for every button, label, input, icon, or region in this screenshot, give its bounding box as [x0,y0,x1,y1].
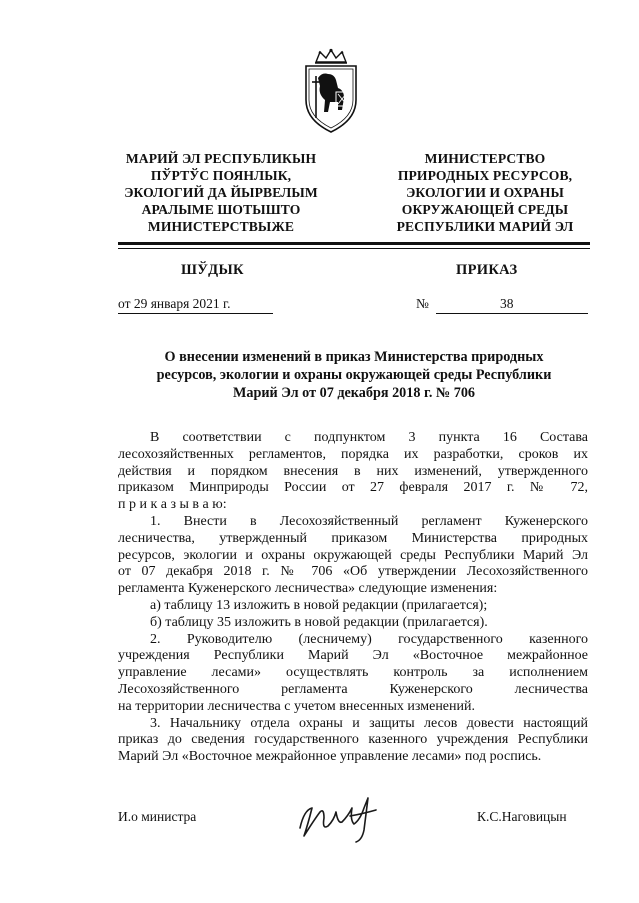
title-line: Марий Эл от 07 декабря 2018 г. № 706 [232,385,476,401]
body-line: 3. Начальнику отдела охраны и защиты лесов довести настоящий [150,715,588,731]
body-line: б) таблицу 35 изложить в новой редакции (прилагается). [150,614,488,630]
header-right-block [356,150,614,235]
signer-name: К.С.Наговицын [477,809,567,824]
header-right-line: ЭКОЛОГИИ И ОХРАНЫ [406,185,564,200]
body-line: лесохозяйственных регламентов, порядка их разработки, сроков их [118,446,588,462]
title-line: О внесении изменений в приказ Министерства природных [164,349,544,365]
header-left-line: ПЎРТЎС ПОЯНЛЫК, [150,168,292,183]
body-line: а) таблицу 13 изложить в новой редакции (прилагается); [150,597,488,613]
handwritten-signature [290,790,400,845]
body-line: п р и к а з ы в а ю: [118,497,227,513]
header-right-line: РЕСПУБЛИКИ МАРИЙ ЭЛ [396,219,574,234]
header-left-line: МИНИСТЕРСТВЫЖЕ [147,219,295,234]
body-line: учреждения Республики Марий Эл «Восточное межрайонное [118,648,588,664]
body-line: приказ до сведения государственного казенного учреждения Республики [118,732,588,748]
coat-of-arms-emblem [300,48,362,134]
number-underline [436,313,588,314]
number-sign: № [416,296,429,311]
document-number: 38 [500,296,514,311]
body-line: регламента Куженерского лесничества» следующие изменения: [118,581,498,597]
body-line: лесничества, утвержденный приказом Министерства природных [118,530,588,546]
header-right-line: ПРИРОДНЫХ РЕСУРСОВ, [397,168,573,183]
body-line: 1. Внести в Лесохозяйственный регламент Куженерского [150,513,588,529]
body-line: на территории лесничества с учетом внесенных изменений. [118,698,475,714]
document-date: от 29 января 2021 г. [118,296,231,311]
header-left-block [96,150,346,235]
document-body [118,430,588,766]
header-right-line: ОКРУЖАЮЩЕЙ СРЕДЫ [401,202,569,217]
header-divider-thick [118,242,590,245]
body-line: действия и порядком внесения в них изменений, утвержденного [118,463,588,479]
header-right-line: МИНИСТЕРСТВО [424,151,546,166]
body-line: управление лесами» осуществлять контроль за исполнением [118,665,588,681]
body-line: В соответствии с подпунктом 3 пункта 16 Состава [150,430,588,445]
title-line: ресурсов, экологии и охраны окружающей среды Республики [156,367,552,383]
body-line: Марий Эл «Восточное межрайонное управление лесами» под роспись. [118,749,542,765]
signer-position: И.о министра [118,809,197,824]
date-underline [118,313,273,314]
body-line: Лесохозяйственного регламента Куженерского лесничества [118,681,588,697]
doc-type-mari: ШЎДЫК [181,262,244,278]
doc-type-russian: ПРИКАЗ [456,262,518,278]
body-line: 2. Руководителю (лесничему) государственного казенного [150,631,588,647]
header-left-line: ЭКОЛОГИЙ ДА ЙЫРВЕЛЫМ [124,185,318,200]
body-line: ресурсов, экологии и охраны окружающей среды Республики Марий Эл [118,547,588,563]
header-left-line: МАРИЙ ЭЛ РЕСПУБЛИКЫН [125,151,317,166]
body-line: от 07 декабря 2018 г. № 706 «Об утверждении Лесохозяйственного [118,564,588,580]
header-left-line: АРАЛЫМЕ ШОТЫШТО [141,202,301,217]
document-title [118,348,590,402]
body-line: приказом Минприроды России от 27 февраля 2017 г. № 72, [118,480,588,496]
header-divider-thin [118,248,590,249]
